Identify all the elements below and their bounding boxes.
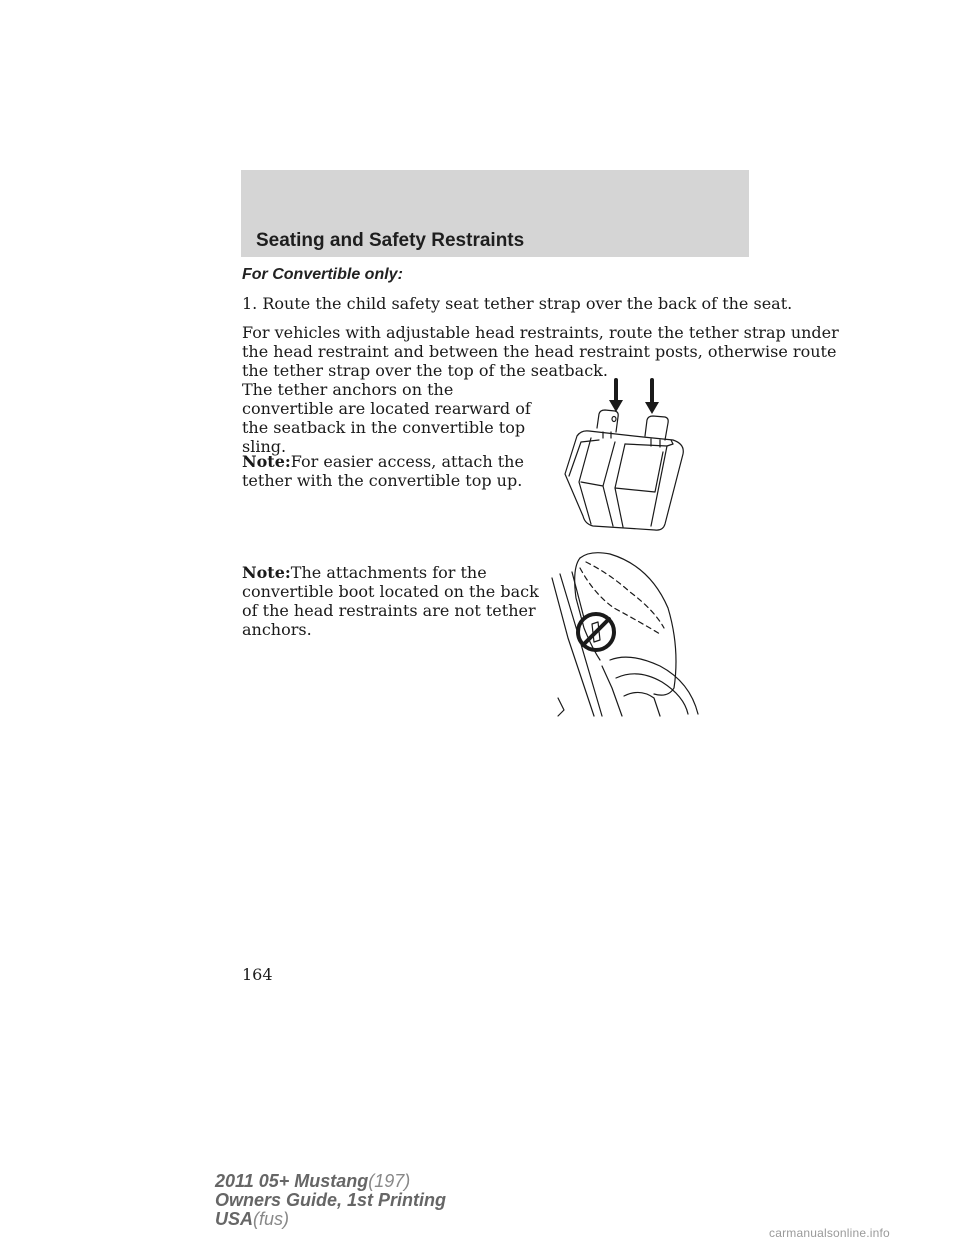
text-line: the tether strap over the top of the seatback.: [242, 361, 608, 380]
text-line: the seatback in the convertible top: [242, 418, 526, 437]
footer-line: [215, 1172, 446, 1191]
head-restraint-no-symbol-icon: [550, 548, 702, 718]
text-line: For vehicles with adjustable head restraints, route the tether strap under: [242, 323, 839, 342]
text-line: convertible are located rearward of: [242, 399, 531, 418]
footer-model: 2011 05+ Mustang: [215, 1171, 369, 1191]
footer-print-info: [215, 1172, 446, 1229]
page-number: 164: [242, 965, 273, 984]
tether-anchors-paragraph: [242, 380, 531, 456]
adjustable-restraints-paragraph: [242, 323, 839, 380]
text-line: For easier access, attach the: [290, 452, 524, 471]
convertible-subheading: For Convertible only:: [242, 266, 403, 283]
text-line: tether with the convertible top up.: [242, 471, 523, 490]
footer-line: [215, 1210, 446, 1229]
text-line: The tether anchors on the: [242, 380, 454, 399]
text-line: convertible boot located on the back: [242, 582, 539, 601]
rear-seatback-with-arrows-icon: [555, 374, 695, 538]
text-line: The attachments for the: [290, 563, 487, 582]
step-1-text: 1. Route the child safety seat tether strap over the back of the seat.: [242, 294, 793, 313]
note-label: Note:: [242, 563, 291, 582]
text-line: of the head restraints are not tether: [242, 601, 536, 620]
footer-line: [215, 1191, 446, 1210]
note-label: Note:: [242, 452, 291, 471]
footer-model-code: (197): [368, 1171, 411, 1191]
text-line: the head restraint and between the head restraint posts, otherwise route: [242, 342, 837, 361]
note-easier-access: [242, 452, 524, 490]
text-line: sling.: [242, 437, 287, 456]
footer-market: USA: [215, 1209, 254, 1229]
text-line: anchors.: [242, 620, 312, 639]
footer-guide-printing: Owners Guide, 1st Printing: [215, 1190, 447, 1210]
footer-market-code: (fus): [253, 1209, 290, 1229]
section-title: Seating and Safety Restraints: [256, 230, 525, 251]
watermark-text: carmanualsonline.info: [769, 1226, 890, 1240]
note-boot-attachments: [242, 563, 539, 639]
